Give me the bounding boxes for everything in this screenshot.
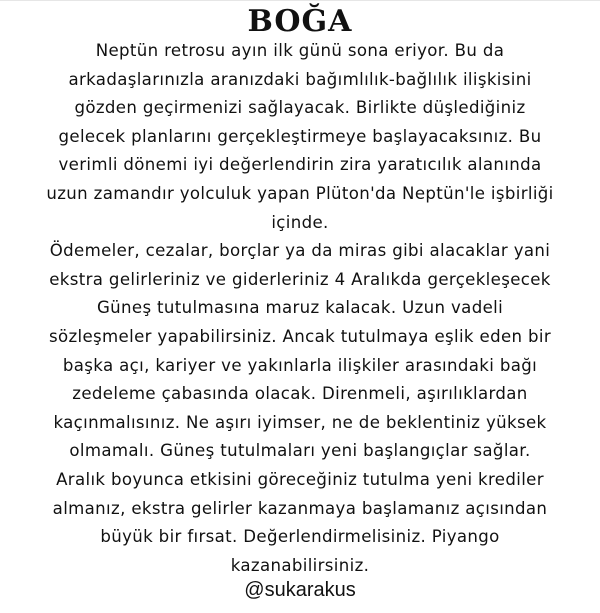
horoscope-body [3, 37, 597, 580]
body-line: içinde. [271, 212, 329, 232]
body-line: Aralık boyunca etkisini göreceğiniz tutulma yeni krediler [56, 469, 544, 489]
body-line: uzun zamandır yolculuk yapan Plüton'da Neptün'le işbirliği [46, 183, 554, 203]
body-line: olmamalı. Güneş tutulmaları yeni başlangıçlar sağlar. [69, 441, 531, 461]
body-line: Ödemeler, cezalar, borçlar ya da miras gibi alacaklar yani [49, 241, 551, 261]
body-line: gelecek planlarını gerçekleştirmeye başlayacaksınız. Bu [58, 126, 542, 146]
body-line: ekstra gelirleriniz ve giderleriniz 4 Aralıkda gerçekleşecek [49, 269, 551, 289]
body-line: gözden geçirmenizi sağlayacak. Birlikte düşlediğiniz [74, 98, 526, 118]
body-line: verimli dönemi iyi değerlendirin zira yaratıcılık alanında [58, 155, 542, 175]
page-title: BOĞA [247, 4, 353, 39]
body-line: arkadaşlarınızla aranızdaki bağımlılık-bağlılık ilişkisini [68, 69, 532, 89]
body-line: büyük bir fırsat. Değerlendirmelisiniz. Piyango [100, 527, 500, 547]
body-line: almanız, ekstra gelirler kazanmaya başlamanız açısından [52, 498, 548, 518]
body-line: zedeleme çabasında olacak. Direnmeli, aşırılıklardan [72, 384, 528, 404]
body-line: kazanabilirsiniz. [230, 555, 370, 575]
body-line: sözleşmeler yapabilirsiniz. Ancak tutulmaya eşlik eden bir [48, 326, 552, 346]
body-line: Neptün retrosu ayın ilk günü sona eriyor. Bu da [95, 41, 505, 60]
author-handle: @sukarakus [244, 579, 356, 601]
body-line: kaçınmalısınız. Ne aşırı iyimser, ne de beklentiniz yüksek [53, 412, 547, 432]
body-line: başka açı, kariyer ve yakınlarla ilişkiler arasındaki bağı [62, 355, 538, 375]
top-divider [0, 0, 600, 1]
body-line: Güneş tutulmasına maruz kalacak. Uzun vadeli [96, 298, 504, 318]
